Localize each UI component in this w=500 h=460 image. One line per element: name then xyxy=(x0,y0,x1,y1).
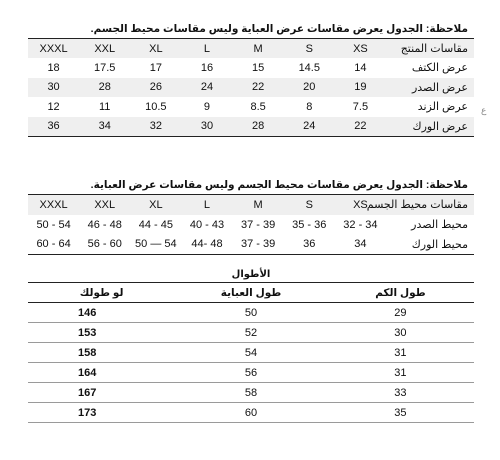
size-header: XL xyxy=(130,39,181,59)
size-header: XS xyxy=(335,39,386,59)
table-row xyxy=(28,343,474,363)
table-row xyxy=(28,363,474,383)
table-cell: 56 - 60 xyxy=(79,235,130,255)
table-row xyxy=(28,215,474,235)
table-row xyxy=(28,97,474,117)
row-label: عرض الصدر xyxy=(386,78,474,98)
row-label: عرض الورك xyxy=(386,117,474,137)
side-mark: ع xyxy=(481,105,487,115)
body-circumference-note: ملاحظة: الجدول يعرض مقاسات محيط الجسم وليس مقاسات عرض العباية. xyxy=(90,179,468,191)
size-header: XXXL xyxy=(28,39,79,59)
abaya-length-cell: 50 xyxy=(175,303,327,323)
table-cell: 19 xyxy=(335,78,386,98)
height-cell: 167 xyxy=(28,383,175,403)
abaya-length-cell: 58 xyxy=(175,383,327,403)
row-label: عرض الزند xyxy=(417,101,468,114)
table-cell: 44- 48 xyxy=(181,235,232,255)
table-cell: 14.5 xyxy=(298,61,320,74)
size-header: M xyxy=(233,39,284,59)
table-cell: 34 xyxy=(335,235,386,255)
lengths-section xyxy=(28,268,474,423)
size-header: XS xyxy=(335,195,386,215)
height-cell: 146 xyxy=(28,303,175,323)
size-header: XXXL xyxy=(28,195,79,215)
table-cell: 46 - 48 xyxy=(87,218,122,231)
table-cell: 60 - 64 xyxy=(28,235,79,255)
table-cell: 14 xyxy=(354,61,367,74)
table-cell: 8.5 xyxy=(250,100,266,113)
table-row xyxy=(28,383,474,403)
height-header: لو طولك xyxy=(28,283,175,303)
table-cell: 7.5 xyxy=(352,100,369,113)
table-cell: 34 xyxy=(79,117,130,137)
sleeve-length-cell: 31 xyxy=(327,363,474,383)
size-header: XXL xyxy=(79,195,130,215)
table-cell: 22 xyxy=(335,117,386,137)
table-cell: 24 xyxy=(284,117,335,137)
size-header: S xyxy=(284,39,335,59)
abaya-width-note: ملاحظة: الجدول يعرض مقاسات عرض العباية وليس مقاسات محيط الجسم. xyxy=(90,23,468,35)
abaya-length-cell: 60 xyxy=(175,403,327,423)
table-cell: 17 xyxy=(149,61,162,74)
table-cell: 32 xyxy=(130,117,181,137)
sleeve-length-header: طول الكم xyxy=(327,283,474,303)
table-cell: 24 xyxy=(181,78,232,98)
table-cell: 15 xyxy=(252,61,265,74)
table-cell: 37 - 39 xyxy=(241,218,276,231)
row-label: محيط الصدر xyxy=(411,219,468,231)
height-cell: 158 xyxy=(28,343,175,363)
table-cell: 10.5 xyxy=(145,100,167,113)
table-row xyxy=(28,235,474,255)
table-row xyxy=(28,403,474,423)
table-cell: 50 — 54 xyxy=(130,235,181,255)
table-cell: 36 xyxy=(28,117,79,137)
table-cell: 40 - 43 xyxy=(189,218,225,231)
table-cell: 11 xyxy=(99,100,111,113)
table-cell: 22 xyxy=(233,78,284,98)
table-cell: 20 xyxy=(284,78,335,98)
table-cell: 8 xyxy=(306,100,313,113)
table-row xyxy=(28,323,474,343)
table-row xyxy=(28,58,474,78)
abaya-length-cell: 56 xyxy=(175,363,327,383)
row-header-label: مقاسات المنتج xyxy=(386,39,474,59)
table-cell: 44 - 45 xyxy=(138,218,173,231)
table-cell: 12 xyxy=(47,100,60,113)
table-row xyxy=(28,117,474,137)
sleeve-length-cell: 35 xyxy=(327,403,474,423)
size-header: XXL xyxy=(79,39,130,59)
row-label: عرض الكتف xyxy=(411,62,468,75)
table-cell: 28 xyxy=(233,117,284,137)
abaya-length-cell: 54 xyxy=(175,343,327,363)
table-cell: 30 xyxy=(28,78,79,98)
table-row xyxy=(28,303,474,323)
abaya-width-table xyxy=(28,38,474,137)
abaya-width-section xyxy=(28,20,474,137)
table-row xyxy=(28,78,474,98)
table-cell: 30 xyxy=(181,117,232,137)
height-cell: 164 xyxy=(28,363,175,383)
table-cell: 35 - 36 xyxy=(292,218,327,231)
table-cell: 37 - 39 xyxy=(233,235,284,255)
height-cell: 173 xyxy=(28,403,175,423)
body-circumference-section xyxy=(28,176,474,255)
row-header-label: مقاسات محيط الجسم xyxy=(386,195,474,215)
table-cell: 17.5 xyxy=(94,61,116,74)
table-header-row xyxy=(28,39,474,59)
abaya-length-cell: 52 xyxy=(175,323,327,343)
table-cell: 50 - 54 xyxy=(36,218,71,231)
sleeve-length-cell: 33 xyxy=(327,383,474,403)
table-cell: 9 xyxy=(203,100,211,113)
lengths-table xyxy=(28,282,474,423)
table-cell: 16 xyxy=(200,61,214,74)
table-cell: 32 - 34 xyxy=(343,218,378,231)
sleeve-length-cell: 30 xyxy=(327,323,474,343)
table-cell: 18 xyxy=(47,61,60,74)
size-header: L xyxy=(181,195,232,215)
table-cell: 26 xyxy=(130,78,181,98)
abaya-length-header: طول العباية xyxy=(175,283,327,303)
size-header: XL xyxy=(130,195,181,215)
body-circumference-table xyxy=(28,194,474,255)
size-header: M xyxy=(233,195,284,215)
table-header-row xyxy=(28,195,474,215)
sleeve-length-cell: 29 xyxy=(327,303,474,323)
row-label: محيط الورك xyxy=(386,235,474,255)
table-cell: 36 xyxy=(284,235,335,255)
height-cell: 153 xyxy=(28,323,175,343)
lengths-title: الأطوال xyxy=(231,269,271,280)
table-cell: 28 xyxy=(79,78,130,98)
size-header: S xyxy=(284,195,335,215)
size-header: L xyxy=(181,39,232,59)
sleeve-length-cell: 31 xyxy=(327,343,474,363)
table-header-row xyxy=(28,283,474,303)
